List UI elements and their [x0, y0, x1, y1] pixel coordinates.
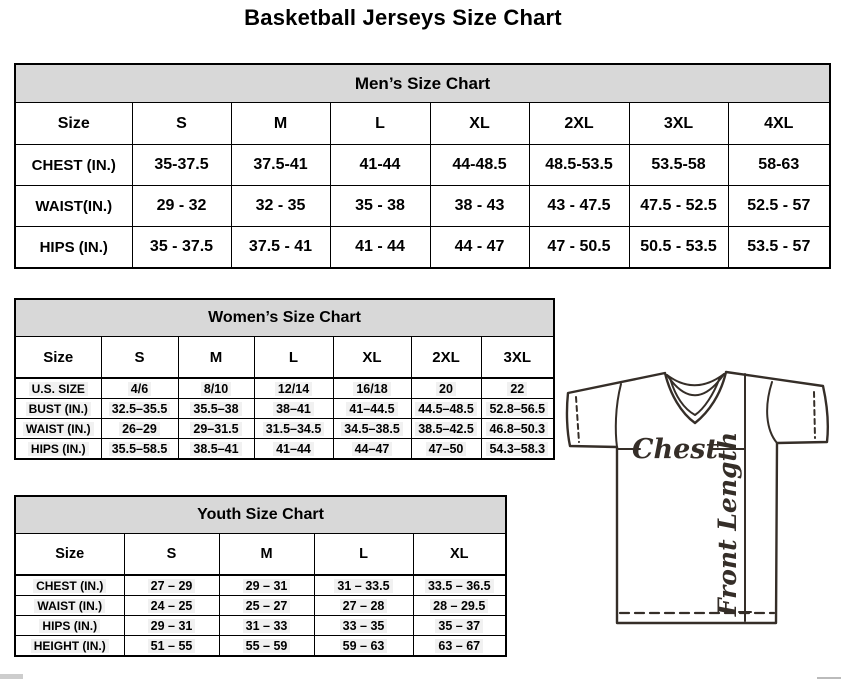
cell-value: 31 – 33.5 [334, 579, 392, 593]
youth-table-title: Youth Size Chart [15, 496, 506, 534]
cell-value: 47–50 [426, 442, 467, 456]
cell: 41 - 44 [330, 227, 430, 269]
cell [124, 575, 219, 596]
cell-value: 22 [507, 382, 527, 396]
column-header: L [330, 103, 430, 145]
cell [124, 636, 219, 657]
cell [219, 616, 314, 636]
cell [178, 439, 254, 460]
cell-value: 31 – 33 [243, 619, 291, 633]
row-label-text: U.S. SIZE [29, 382, 88, 396]
front-length-measure-label: Front Length [713, 431, 742, 617]
cell-value: 34.5–38.5 [341, 422, 403, 436]
cell [481, 378, 554, 399]
cell [254, 439, 333, 460]
row-label [15, 378, 101, 399]
column-header: S [124, 534, 219, 576]
cell [413, 636, 506, 657]
column-header: Size [15, 337, 101, 379]
cell: 44-48.5 [430, 145, 529, 186]
cell [314, 575, 413, 596]
column-header: XL [413, 534, 506, 576]
cell-value: 59 – 63 [340, 639, 388, 653]
cell [411, 378, 481, 399]
cell-value: 16/18 [353, 382, 390, 396]
cell-value: 32.5–35.5 [109, 402, 171, 416]
cell [413, 616, 506, 636]
cell-value: 29 – 31 [148, 619, 196, 633]
cell-value: 4/6 [128, 382, 151, 396]
cell [413, 575, 506, 596]
cell [101, 439, 178, 460]
cell-value: 38–41 [273, 402, 314, 416]
cell: 52.5 - 57 [728, 186, 830, 227]
table-row [15, 145, 830, 186]
cell-value: 33.5 – 36.5 [425, 579, 494, 593]
cell [411, 439, 481, 460]
row-label [15, 636, 124, 657]
cell [333, 439, 411, 460]
cell: 53.5-58 [629, 145, 728, 186]
cell-value: 27 – 28 [340, 599, 388, 613]
column-header: M [219, 534, 314, 576]
cell [413, 596, 506, 616]
cell [314, 596, 413, 616]
table-row [15, 227, 830, 269]
cell [411, 399, 481, 419]
row-label: WAIST(IN.) [15, 186, 132, 227]
cell: 29 - 32 [132, 186, 231, 227]
cell: 47 - 50.5 [529, 227, 629, 269]
row-label [15, 399, 101, 419]
cell-value: 24 – 25 [148, 599, 196, 613]
cell [178, 378, 254, 399]
row-label [15, 616, 124, 636]
cell-value: 20 [436, 382, 456, 396]
column-header: 2XL [529, 103, 629, 145]
row-label-text: BUST (IN.) [26, 402, 91, 416]
column-header: 3XL [629, 103, 728, 145]
cell [101, 378, 178, 399]
cell [314, 616, 413, 636]
row-label-text: HIPS (IN.) [28, 442, 89, 456]
cell-value: 54.3–58.3 [486, 442, 548, 456]
cell-value: 44–47 [352, 442, 393, 456]
cell: 38 - 43 [430, 186, 529, 227]
cell [481, 439, 554, 460]
mens-size-chart-table [14, 63, 831, 269]
cell: 41-44 [330, 145, 430, 186]
jersey-outline-icon [556, 362, 838, 630]
cell-value: 38.5–42.5 [415, 422, 477, 436]
cell-value: 8/10 [201, 382, 231, 396]
cell: 53.5 - 57 [728, 227, 830, 269]
womens-size-chart-table [14, 298, 555, 460]
table-row [15, 103, 830, 145]
cell-value: 29–31.5 [190, 422, 241, 436]
jersey-measurement-diagram [556, 362, 838, 630]
cell: 32 - 35 [231, 186, 330, 227]
cell: 37.5-41 [231, 145, 330, 186]
cell-value: 27 – 29 [148, 579, 196, 593]
cell-value: 38.5–41 [190, 442, 241, 456]
cell-value: 63 – 67 [435, 639, 483, 653]
row-label-text: WAIST (IN.) [34, 599, 105, 613]
cell-value: 33 – 35 [340, 619, 388, 633]
cell [254, 378, 333, 399]
cell-value: 28 – 29.5 [430, 599, 488, 613]
column-header: 2XL [411, 337, 481, 379]
cell-value: 12/14 [275, 382, 312, 396]
column-header: M [231, 103, 330, 145]
cell-value: 26–29 [119, 422, 160, 436]
column-header: XL [430, 103, 529, 145]
table-row [15, 378, 554, 399]
row-label [15, 575, 124, 596]
column-header: S [132, 103, 231, 145]
column-header: Size [15, 103, 132, 145]
cell [333, 399, 411, 419]
column-header: L [314, 534, 413, 576]
table-row [15, 636, 506, 657]
cell: 47.5 - 52.5 [629, 186, 728, 227]
table-row [15, 64, 830, 103]
cell [124, 616, 219, 636]
cell: 50.5 - 53.5 [629, 227, 728, 269]
table-row [15, 186, 830, 227]
cell-value: 35.5–58.5 [109, 442, 171, 456]
cell: 35 - 38 [330, 186, 430, 227]
column-header: S [101, 337, 178, 379]
cell [254, 399, 333, 419]
cell: 43 - 47.5 [529, 186, 629, 227]
table-row [15, 575, 506, 596]
table-row [15, 596, 506, 616]
cell-value: 35 – 37 [435, 619, 483, 633]
column-header: Size [15, 534, 124, 576]
cell-value: 31.5–34.5 [263, 422, 325, 436]
table-row [15, 616, 506, 636]
cell [411, 419, 481, 439]
table-row [15, 337, 554, 379]
h-scrollbar-fragment-left[interactable] [0, 674, 23, 679]
row-label: HIPS (IN.) [15, 227, 132, 269]
row-label-text: WAIST (IN.) [23, 422, 94, 436]
row-label-text: HIPS (IN.) [39, 619, 100, 633]
mens-table-title: Men’s Size Chart [15, 64, 830, 103]
row-label [15, 419, 101, 439]
cell-value: 41–44 [273, 442, 314, 456]
table-row [15, 496, 506, 534]
cell [219, 596, 314, 616]
cell [178, 419, 254, 439]
column-header: XL [333, 337, 411, 379]
chest-measure-label: Chest [632, 434, 718, 465]
column-header: L [254, 337, 333, 379]
cell: 37.5 - 41 [231, 227, 330, 269]
row-label-text: HEIGHT (IN.) [31, 639, 109, 653]
table-row [15, 419, 554, 439]
cell [219, 636, 314, 657]
cell [481, 399, 554, 419]
row-label [15, 596, 124, 616]
cell: 48.5-53.5 [529, 145, 629, 186]
table-row [15, 299, 554, 337]
cell: 35-37.5 [132, 145, 231, 186]
column-header: 3XL [481, 337, 554, 379]
cell-value: 25 – 27 [243, 599, 291, 613]
cell [314, 636, 413, 657]
table-row [15, 439, 554, 460]
row-label-text: CHEST (IN.) [33, 579, 106, 593]
cell [219, 575, 314, 596]
youth-size-chart-table [14, 495, 507, 657]
cell [124, 596, 219, 616]
page-title: Basketball Jerseys Size Chart [244, 5, 562, 30]
cell-value: 41–44.5 [346, 402, 397, 416]
cell [101, 419, 178, 439]
row-label [15, 439, 101, 460]
row-label: CHEST (IN.) [15, 145, 132, 186]
cell: 58-63 [728, 145, 830, 186]
cell-value: 51 – 55 [148, 639, 196, 653]
cell-value: 55 – 59 [243, 639, 291, 653]
cell-value: 46.8–50.3 [486, 422, 548, 436]
table-row [15, 399, 554, 419]
cell-value: 44.5–48.5 [415, 402, 477, 416]
cell [254, 419, 333, 439]
cell-value: 29 – 31 [243, 579, 291, 593]
column-header: M [178, 337, 254, 379]
cell [101, 399, 178, 419]
cell-value: 35.5–38 [190, 402, 241, 416]
cell: 35 - 37.5 [132, 227, 231, 269]
table-row [15, 534, 506, 576]
cell [333, 378, 411, 399]
cell [481, 419, 554, 439]
cell-value: 52.8–56.5 [486, 402, 548, 416]
womens-table-title: Women’s Size Chart [15, 299, 554, 337]
cell [178, 399, 254, 419]
cell: 44 - 47 [430, 227, 529, 269]
cell [333, 419, 411, 439]
column-header: 4XL [728, 103, 830, 145]
